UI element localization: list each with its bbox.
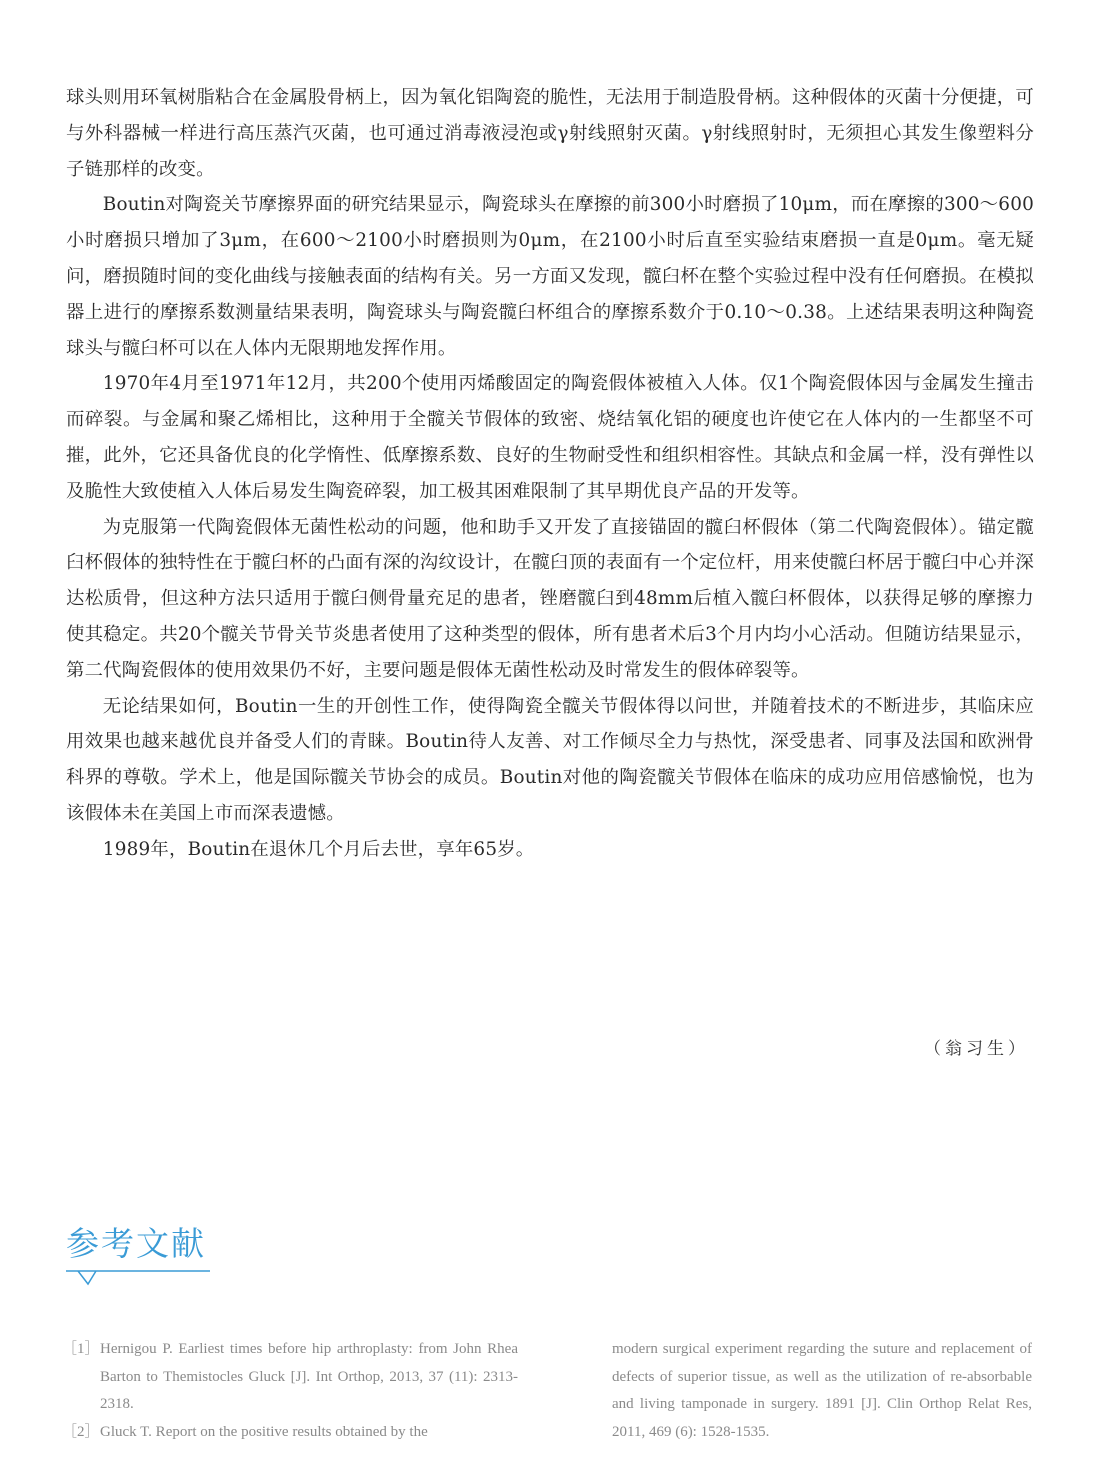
- reference-text: Gluck T. Report on the positive results obtained by the: [100, 1423, 428, 1440]
- body-text: [66, 80, 1034, 868]
- heading-underline-decoration: [66, 1270, 212, 1290]
- author-signature: （翁习生）: [924, 1039, 1029, 1059]
- paragraph: Boutin对陶瓷关节摩擦界面的研究结果显示，陶瓷球头在摩擦的前300小时磨损了10μm，而在摩擦的300～600小时磨损只增加了3μm，在600～2100小时磨损则为0μm，在2100小时后直至实验结束磨损一直是0μm。毫无疑问，磨损随时间的变化曲线与接触表面的结构有关。另一方面又发现，髋臼杯在整个实验过程中没有任何磨损。在模拟器上进行的摩擦系数测量结果表明，陶瓷球头与陶瓷髋臼杯组合的摩擦系数介于0.10～0.38。上述结果表明这种陶瓷球头与髋臼杯可以在人体内无限期地发挥作用。: [66, 194, 1034, 359]
- reference-continuation: modern surgical experiment regarding the suture and replacement of defects of superior tissue, as well as the utilization of re-absorbable and living tamponade in surgery. 1891 [J]. Clin Orthop Relat Res, 2011, 469 (6): 1528-1535.: [612, 1341, 1032, 1440]
- reference-number: ［1］: [62, 1341, 100, 1357]
- paragraph: 球头则用环氧树脂粘合在金属股骨柄上，因为氧化铝陶瓷的脆性，无法用于制造股骨柄。这种假体的灭菌十分便捷，可与外科器械一样进行高压蒸汽灭菌，也可通过消毒液浸泡或γ射线照射灭菌。γ射线照射时，无须担心其发生像塑料分子链那样的改变。: [66, 87, 1034, 180]
- paragraph: 无论结果如何，Boutin一生的开创性工作，使得陶瓷全髋关节假体得以问世，并随着技术的不断进步，其临床应用效果也越来越优良并备受人们的青睐。Boutin待人友善、对工作倾尽全力与热忱，深受患者、同事及法国和欧洲骨科界的尊敬。学术上，他是国际髋关节协会的成员。Boutin对他的陶瓷髋关节假体在临床的成功应用倍感愉悦，也为该假体未在美国上市而深表遗憾。: [66, 695, 1034, 824]
- reference-number: ［2］: [62, 1423, 100, 1440]
- paragraph: 1970年4月至1971年12月，共200个使用丙烯酸固定的陶瓷假体被植入人体。仅1个陶瓷假体因与金属发生撞击而碎裂。与金属和聚乙烯相比，这种用于全髋关节假体的致密、烧结氧化铝的硬度也许使它在人体内的一生都坚不可摧，此外，它还具备优良的化学惰性、低摩擦系数、良好的生物耐受性和组织相容性。其缺点和金属一样，没有弹性以及脆性大致使植入人体后易发生陶瓷碎裂，加工极其困难限制了其早期优良产品的开发等。: [66, 373, 1034, 502]
- paragraph: 为克服第一代陶瓷假体无菌性松动的问题，他和助手又开发了直接锚固的髋臼杯假体（第二代陶瓷假体）。锚定髋臼杯假体的独特性在于髋臼杯的凸面有深的沟纹设计，在髋臼顶的表面有一个定位杆，用来使髋臼杯居于髋臼中心并深达松质骨，但这种方法只适用于髋臼侧骨量充足的患者，锉磨髋臼到48mm后植入髋臼杯假体，以获得足够的摩擦力使其稳定。共20个髋关节骨关节炎患者使用了这种类型的假体，所有患者术后3个月内均小心活动。但随访结果显示，第二代陶瓷假体的使用效果仍不好，主要问题是假体无菌性松动及时常发生的假体碎裂等。: [66, 516, 1034, 681]
- references-heading: 参考文献: [66, 1224, 206, 1263]
- references-list-right: [612, 1336, 1032, 1446]
- reference-text: Hernigou P. Earliest times before hip arthroplasty: from John Rhea Barton to Themistocles Gluck [J]. Int Orthop, 2013, 37 (11): 2313-2318.: [100, 1341, 518, 1412]
- paragraph: 1989年，Boutin在退休几个月后去世，享年65岁。: [102, 838, 535, 860]
- reference-entry: [62, 1419, 518, 1447]
- reference-entry: [62, 1336, 518, 1419]
- references-list-left: [62, 1336, 518, 1446]
